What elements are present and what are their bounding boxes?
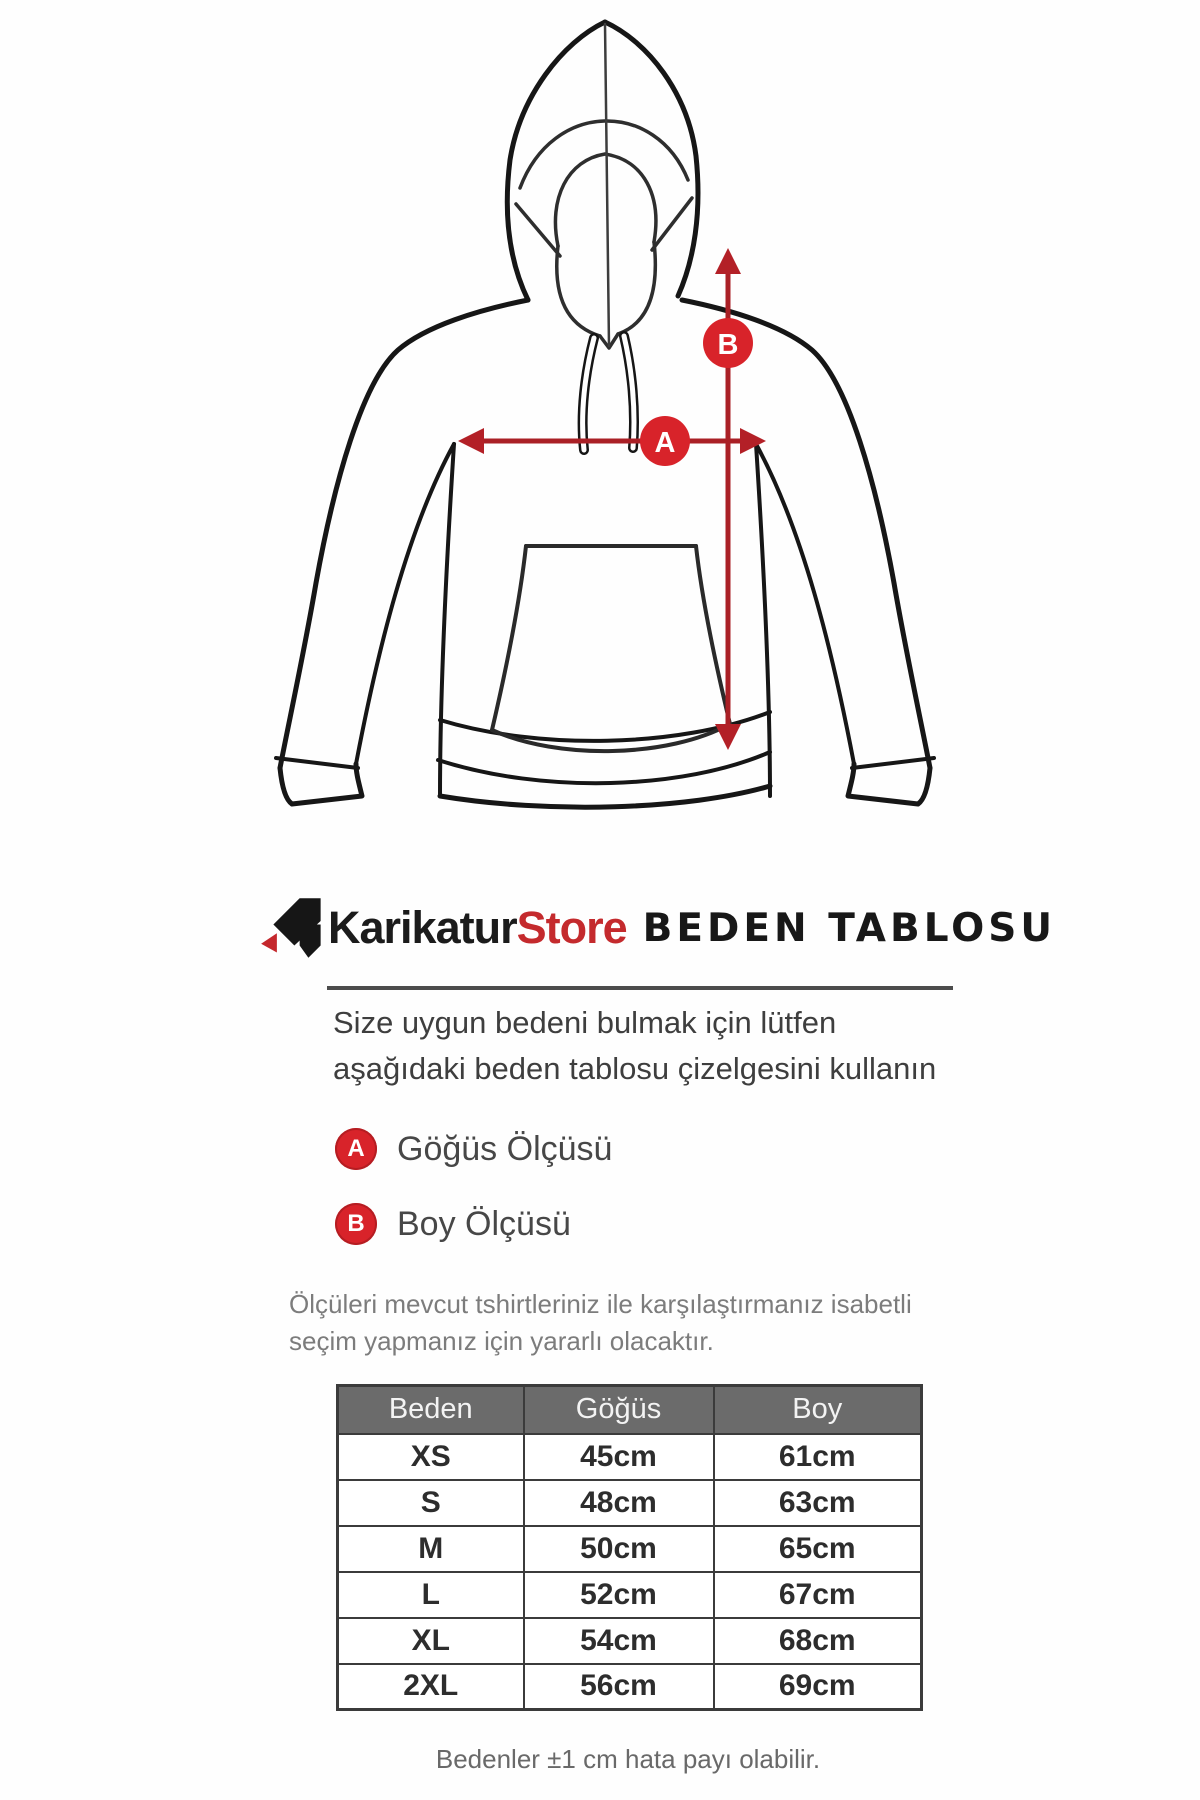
table-cell: 2XL [338,1664,524,1710]
note-line-2: seçim yapmanız için yararlı olacaktır. [289,1326,714,1356]
table-cell: 54cm [524,1618,714,1664]
brand-name-black: Karikatur [328,902,517,953]
legend-label-length: Boy Ölçüsü [397,1204,571,1243]
table-row [338,1618,922,1664]
marker-a-label: A [654,427,676,459]
hoodie-pocket [492,546,730,751]
note-line-1: Ölçüleri mevcut tshirtleriniz ile karşılaştırmanız isabetli [289,1289,912,1319]
column-header-chest: Göğüs [524,1386,714,1434]
marker-b-label: B [717,329,739,361]
table-cell: 65cm [714,1526,922,1572]
hood-drawstrings [583,336,634,450]
column-header-size: Beden [338,1386,524,1434]
advisory-note [289,1286,949,1360]
table-cell: 61cm [714,1434,922,1480]
brand-logo-icon [258,893,322,963]
size-table-header-row [338,1386,922,1434]
hoodie-measurement-diagram [258,8,942,820]
table-row [338,1664,922,1710]
legend-badge-a: A [335,1128,377,1170]
column-header-length: Boy [714,1386,922,1434]
table-row [338,1572,922,1618]
measurement-legend [335,1128,935,1278]
legend-item-length [335,1203,935,1245]
table-cell: 45cm [524,1434,714,1480]
table-cell: 67cm [714,1572,922,1618]
table-row [338,1434,922,1480]
intro-text [333,1000,973,1092]
table-row [338,1480,922,1526]
size-table [336,1384,923,1711]
page-title: BEDEN TABLOSU [642,905,1057,951]
table-cell: XL [338,1618,524,1664]
table-cell: 50cm [524,1526,714,1572]
measurement-arrow-b [703,248,753,750]
brand-row [258,892,1057,964]
intro-line-2: aşağıdaki beden tablosu çizelgesini kullanın [333,1051,937,1086]
table-cell: 48cm [524,1480,714,1526]
table-cell: M [338,1526,524,1572]
table-cell: 56cm [524,1664,714,1710]
measurement-arrow-a [458,416,766,466]
table-row [338,1526,922,1572]
table-cell: 63cm [714,1480,922,1526]
table-cell: XS [338,1434,524,1480]
hoodie-outline [276,22,934,807]
legend-badge-b: B [335,1203,377,1245]
legend-item-chest [335,1128,935,1170]
table-cell: 69cm [714,1664,922,1710]
brand-name [328,902,627,954]
heading-divider [327,986,953,990]
table-cell: 68cm [714,1618,922,1664]
tolerance-note: Bedenler ±1 cm hata payı olabilir. [435,1744,821,1774]
brand-name-red: Store [516,902,627,953]
table-cell: 52cm [524,1572,714,1618]
legend-label-chest: Göğüs Ölçüsü [397,1129,613,1168]
table-cell: L [338,1572,524,1618]
size-table-body [338,1434,922,1710]
table-cell: S [338,1480,524,1526]
intro-line-1: Size uygun bedeni bulmak için lütfen [333,1005,837,1040]
